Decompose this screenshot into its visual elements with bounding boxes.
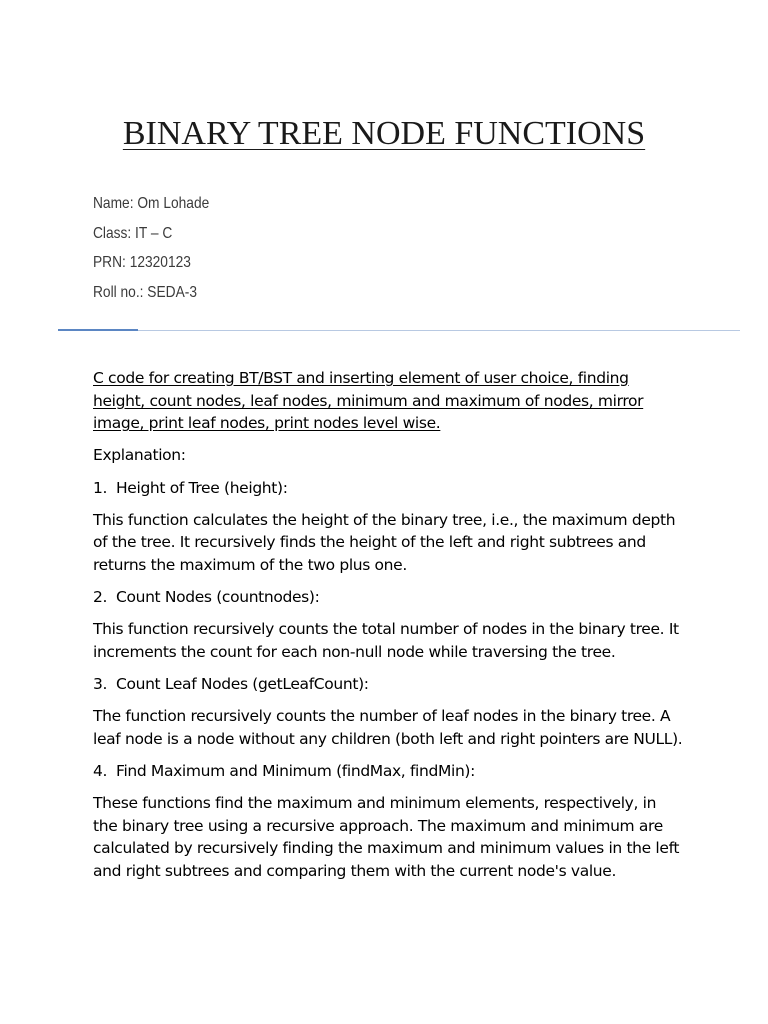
list-item-leaf-count [93,673,683,696]
list-number: 2. [93,588,108,607]
list-heading: Height of Tree (height): [116,478,288,497]
list-number: 3. [93,675,108,694]
explanation-label: Explanation: [93,446,186,465]
intro-paragraph: C code for creating BT/BST and inserting element of user choice, finding height, count nodes, leaf nodes, minimum and maximum of nodes, mirror image, print leaf nodes, print nodes level wise. [93,369,644,433]
student-class: Class: IT – C [93,224,173,242]
student-info [93,192,209,310]
section-divider [58,330,740,331]
student-prn: PRN: 12320123 [93,254,191,271]
list-heading: Count Leaf Nodes (getLeafCount): [116,675,369,694]
list-heading: Find Maximum and Minimum (findMax, findMin): [116,762,475,781]
section-divider-accent [58,329,138,331]
list-description: This function calculates the height of the binary tree, i.e., the maximum depth of the tree. It recursively finds the height of the left and right subtrees and returns the maximum of the two plus one. [93,510,676,574]
list-heading: Count Nodes (countnodes): [116,588,320,607]
student-roll-number: Roll no.: SEDA-3 [93,283,198,301]
list-item-height [93,477,683,500]
document-body [93,367,683,892]
list-number: 1. [93,478,108,497]
document-title: BINARY TREE NODE FUNCTIONS [122,115,646,152]
list-item-max-min [93,760,683,783]
student-name: Name: Om Lohade [93,195,210,212]
list-number: 4. [93,762,108,781]
list-description: The function recursively counts the number of leaf nodes in the binary tree. A leaf node is a node without any children (both left and right pointers are NULL). [93,707,683,748]
list-description: These functions find the maximum and minimum elements, respectively, in the binary tree using a recursive approach. The maximum and minimum are calculated by recursively finding the maximum and minimum values in the left and right subtrees and comparing them with the current node's value. [93,794,680,881]
list-item-count-nodes [93,586,683,609]
list-description: This function recursively counts the total number of nodes in the binary tree. It increments the count for each non-null node while traversing the tree. [93,620,679,661]
